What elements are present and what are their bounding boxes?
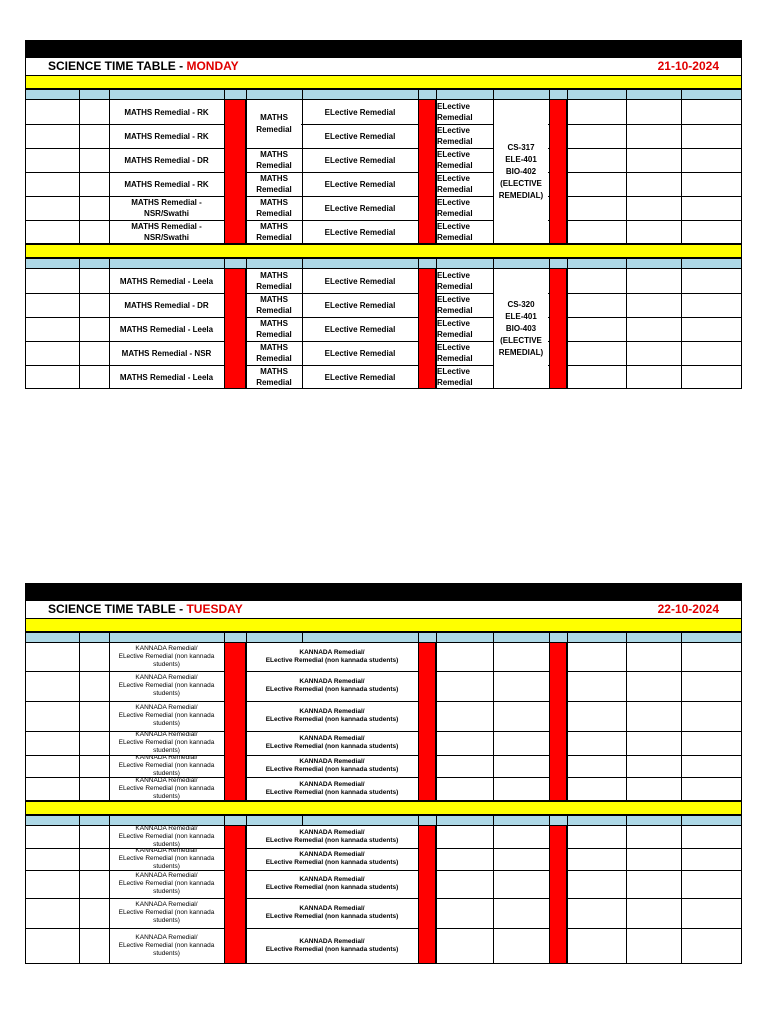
red-column-bar <box>224 643 246 800</box>
kannada-remedial-line: ELective Remedial (non kannada students) <box>265 946 399 953</box>
yellow-separator <box>25 618 742 632</box>
elective-remedial-cell: ELective Remedial <box>437 126 473 146</box>
elective-remedial-cell: ELective Remedial <box>437 367 473 387</box>
kannada-remedial-line: KANNADA Remedial/ <box>299 851 365 858</box>
course-code-line: CS-317 <box>507 142 535 152</box>
elective-remedial-cell: ELective Remedial <box>324 131 396 141</box>
column-divider <box>246 259 247 268</box>
column-divider <box>567 643 568 800</box>
kannada-remedial-line: students) <box>153 917 180 924</box>
column-divider <box>681 90 682 99</box>
course-code-line: ELE-401 <box>505 311 537 321</box>
red-column-bar <box>549 269 567 388</box>
column-divider <box>302 90 303 99</box>
kannada-remedial-line: ELective Remedial (non kannada students) <box>265 686 399 693</box>
column-divider <box>79 269 80 388</box>
column-divider <box>418 816 419 825</box>
elective-remedial-cell: ELective Remedial <box>437 343 473 363</box>
column-divider <box>567 826 568 963</box>
kannada-remedial-wide-cell <box>246 848 418 870</box>
column-divider <box>681 643 682 800</box>
elective-remedial-cell: ELective Remedial <box>437 319 473 339</box>
column-divider <box>224 90 225 99</box>
kannada-remedial-line: ELective Remedial (non kannada students) <box>265 766 399 773</box>
day-name: MONDAY <box>186 59 239 73</box>
column-divider <box>549 633 550 642</box>
kannada-remedial-line: ELective Remedial (non kannada students) <box>265 884 399 891</box>
column-divider <box>436 826 437 963</box>
kannada-remedial-cell <box>109 755 224 777</box>
kannada-remedial-cell <box>109 643 224 671</box>
red-column-bar <box>418 643 436 800</box>
column-divider <box>567 100 568 243</box>
column-divider <box>246 90 247 99</box>
column-divider <box>626 100 627 243</box>
kannada-remedial-wide-cell <box>246 826 418 848</box>
kannada-remedial-cell <box>109 928 224 964</box>
column-divider <box>626 259 627 268</box>
maths-remedial-cell: MATHS Remedial <box>256 343 292 363</box>
red-column-bar <box>224 100 246 243</box>
kannada-remedial-line: KANNADA Remedial/ <box>135 731 198 738</box>
column-divider <box>493 633 494 642</box>
elective-remedial-cell: ELective Remedial <box>437 150 473 170</box>
kannada-remedial-line: KANNADA Remedial/ <box>135 826 198 832</box>
elective-remedial-cell: ELective Remedial <box>324 203 396 213</box>
column-divider <box>567 816 568 825</box>
course-code-line: (ELECTIVE <box>500 178 542 188</box>
kannada-remedial-line: ELective Remedial (non kannada <box>118 653 215 660</box>
column-divider <box>79 826 80 963</box>
kannada-remedial-wide-cell <box>246 643 418 671</box>
kannada-remedial-line: ELective Remedial (non kannada <box>118 785 215 792</box>
column-divider <box>79 643 80 800</box>
column-header-row <box>25 89 742 100</box>
column-divider <box>79 816 80 825</box>
kannada-remedial-cell <box>109 898 224 928</box>
red-column-bar <box>418 100 436 243</box>
column-divider <box>224 633 225 642</box>
course-code-merged-cell <box>494 269 548 388</box>
elective-remedial-cell: ELective Remedial <box>437 222 473 242</box>
column-divider <box>626 826 627 963</box>
kannada-remedial-line: KANNADA Remedial/ <box>299 758 365 765</box>
red-column-bar <box>549 826 567 963</box>
kannada-remedial-line: students) <box>153 720 180 727</box>
kannada-remedial-line: ELective Remedial (non kannada students) <box>265 837 399 844</box>
course-code-line: ELE-401 <box>505 154 537 164</box>
column-divider <box>493 826 494 963</box>
maths-remedial-cell: MATHS Remedial - NSR/Swathi <box>131 198 202 218</box>
kannada-remedial-cell <box>109 701 224 731</box>
kannada-remedial-line: ELective Remedial (non kannada <box>118 712 215 719</box>
column-divider <box>549 259 550 268</box>
kannada-remedial-line: ELective Remedial (non kannada students) <box>265 716 399 723</box>
column-divider <box>681 816 682 825</box>
column-divider <box>302 816 303 825</box>
column-header-row <box>25 815 742 826</box>
kannada-remedial-line: ELective Remedial (non kannada <box>118 739 215 746</box>
kannada-remedial-line: students) <box>153 747 180 754</box>
date-label: 21-10-2024 <box>657 59 719 73</box>
course-code-merged-cell <box>494 100 548 243</box>
maths-remedial-cell: MATHS Remedial - Leela <box>119 372 214 382</box>
kannada-remedial-line: ELective Remedial (non kannada <box>118 909 215 916</box>
kannada-remedial-line: KANNADA Remedial/ <box>135 674 198 681</box>
kannada-remedial-cell <box>109 826 224 848</box>
kannada-remedial-line: students) <box>153 793 180 800</box>
column-divider <box>418 259 419 268</box>
elective-remedial-cell: ELective Remedial <box>324 324 396 334</box>
column-divider <box>493 816 494 825</box>
column-divider <box>224 259 225 268</box>
elective-remedial-cell: ELective Remedial <box>324 107 396 117</box>
day-name: TUESDAY <box>186 602 243 616</box>
column-header-row <box>25 258 742 269</box>
elective-remedial-cell: ELective Remedial <box>437 198 473 218</box>
column-divider <box>418 633 419 642</box>
course-code-line: REMEDIAL) <box>498 347 544 357</box>
kannada-remedial-wide-cell <box>246 870 418 898</box>
kannada-remedial-line: ELective Remedial (non kannada <box>118 855 215 862</box>
page-title: SCIENCE TIME TABLE - TUESDAY <box>48 602 243 616</box>
schedule-block <box>25 100 742 244</box>
kannada-remedial-cell <box>109 870 224 898</box>
kannada-remedial-line: KANNADA Remedial/ <box>299 829 365 836</box>
column-divider <box>681 826 682 963</box>
kannada-remedial-line: KANNADA Remedial/ <box>135 645 198 652</box>
red-column-bar <box>224 826 246 963</box>
maths-remedial-cell: MATHS Remedial <box>256 367 292 387</box>
page-title: SCIENCE TIME TABLE - MONDAY <box>48 59 239 73</box>
kannada-remedial-wide-cell <box>246 671 418 701</box>
maths-remedial-cell: MATHS Remedial - NSR/Swathi <box>131 222 202 242</box>
kannada-remedial-line: students) <box>153 888 180 895</box>
column-divider <box>681 259 682 268</box>
maths-remedial-cell: MATHS Remedial - RK <box>124 107 209 117</box>
maths-remedial-cell: MATHS Remedial - Leela <box>119 324 214 334</box>
kannada-remedial-line: KANNADA Remedial/ <box>299 708 365 715</box>
column-divider <box>549 816 550 825</box>
column-divider <box>436 643 437 800</box>
kannada-remedial-wide-cell <box>246 928 418 964</box>
yellow-separator <box>25 244 742 258</box>
kannada-remedial-line: ELective Remedial (non kannada students) <box>265 789 399 796</box>
column-divider <box>549 90 550 99</box>
maths-remedial-cell: MATHS Remedial - DR <box>124 300 209 310</box>
kannada-remedial-line: KANNADA Remedial/ <box>135 777 198 784</box>
column-divider <box>436 259 437 268</box>
column-divider <box>246 633 247 642</box>
kannada-remedial-line: students) <box>153 950 180 957</box>
column-divider <box>567 90 568 99</box>
maths-remedial-cell: MATHS Remedial <box>256 150 292 170</box>
maths-remedial-cell: MATHS Remedial <box>256 319 292 339</box>
column-divider <box>79 633 80 642</box>
column-divider <box>626 643 627 800</box>
maths-remedial-cell: MATHS Remedial <box>256 174 292 194</box>
column-divider <box>109 633 110 642</box>
course-code-line: (ELECTIVE <box>500 335 542 345</box>
column-divider <box>246 816 247 825</box>
course-code-line: CS-320 <box>507 299 535 309</box>
kannada-remedial-line: KANNADA Remedial/ <box>135 848 198 854</box>
kannada-remedial-line: ELective Remedial (non kannada <box>118 942 215 949</box>
kannada-remedial-line: KANNADA Remedial/ <box>299 678 365 685</box>
tuesday-timetable <box>25 583 742 964</box>
maths-remedial-cell: MATHS Remedial - RK <box>124 131 209 141</box>
kannada-remedial-line: KANNADA Remedial/ <box>135 755 198 761</box>
red-column-bar <box>418 826 436 963</box>
column-divider <box>79 90 80 99</box>
column-divider <box>681 269 682 388</box>
red-column-bar <box>549 643 567 800</box>
column-divider <box>493 643 494 800</box>
kannada-remedial-line: KANNADA Remedial/ <box>299 735 365 742</box>
elective-remedial-cell: ELective Remedial <box>437 295 473 315</box>
column-divider <box>109 90 110 99</box>
elective-remedial-cell: ELective Remedial <box>324 372 396 382</box>
column-divider <box>493 90 494 99</box>
course-code-line: REMEDIAL) <box>498 190 544 200</box>
column-divider <box>567 269 568 388</box>
elective-remedial-cell: ELective Remedial <box>324 227 396 237</box>
kannada-remedial-line: KANNADA Remedial/ <box>135 934 198 941</box>
schedule-block <box>25 269 742 389</box>
red-column-bar <box>224 269 246 388</box>
maths-remedial-cell: MATHS Remedial - NSR <box>121 348 212 358</box>
kannada-remedial-line: ELective Remedial (non kannada students) <box>265 859 399 866</box>
kannada-remedial-wide-cell <box>246 755 418 777</box>
column-divider <box>79 100 80 243</box>
kannada-remedial-line: ELective Remedial (non kannada <box>118 762 215 769</box>
elective-remedial-cell: ELective Remedial <box>324 348 396 358</box>
column-divider <box>436 816 437 825</box>
elective-remedial-cell: ELective Remedial <box>324 300 396 310</box>
kannada-remedial-line: KANNADA Remedial/ <box>135 872 198 879</box>
red-column-bar <box>418 269 436 388</box>
yellow-separator <box>25 75 742 89</box>
column-divider <box>626 90 627 99</box>
maths-remedial-cell: MATHS Remedial - DR <box>124 155 209 165</box>
red-column-bar <box>549 100 567 243</box>
column-divider <box>79 259 80 268</box>
kannada-remedial-wide-cell <box>246 731 418 755</box>
kannada-remedial-line: ELective Remedial (non kannada students) <box>265 657 399 664</box>
column-divider <box>302 633 303 642</box>
elective-remedial-cell: ELective Remedial <box>437 102 473 122</box>
kannada-remedial-line: ELective Remedial (non kannada <box>118 682 215 689</box>
maths-remedial-merged-cell: MATHS Remedial <box>247 100 301 148</box>
column-divider <box>436 90 437 99</box>
maths-remedial-cell: MATHS Remedial <box>256 222 292 242</box>
elective-remedial-cell: ELective Remedial <box>437 174 473 194</box>
elective-remedial-cell: ELective Remedial <box>324 155 396 165</box>
kannada-remedial-line: KANNADA Remedial/ <box>299 781 365 788</box>
course-code-line: BIO-402 <box>505 166 537 176</box>
title-row <box>25 58 742 75</box>
column-divider <box>626 269 627 388</box>
kannada-remedial-wide-cell <box>246 898 418 928</box>
kannada-remedial-line: ELective Remedial (non kannada students) <box>265 913 399 920</box>
kannada-remedial-line: students) <box>153 690 180 697</box>
kannada-remedial-cell <box>109 777 224 801</box>
kannada-remedial-line: ELective Remedial (non kannada <box>118 880 215 887</box>
kannada-remedial-line: KANNADA Remedial/ <box>135 901 198 908</box>
maths-remedial-cell: MATHS Remedial <box>256 271 292 291</box>
column-divider <box>681 100 682 243</box>
course-code-line: BIO-403 <box>505 323 537 333</box>
maths-remedial-cell: MATHS Remedial - RK <box>124 179 209 189</box>
schedule-block <box>25 643 742 801</box>
yellow-separator <box>25 801 742 815</box>
date-label: 22-10-2024 <box>657 602 719 616</box>
column-divider <box>418 90 419 99</box>
column-divider <box>436 633 437 642</box>
elective-remedial-cell: ELective Remedial <box>437 271 473 291</box>
column-divider <box>109 816 110 825</box>
column-divider <box>109 259 110 268</box>
kannada-remedial-line: students) <box>153 770 180 777</box>
kannada-remedial-line: KANNADA Remedial/ <box>299 876 365 883</box>
monday-timetable <box>25 40 742 389</box>
column-divider <box>493 259 494 268</box>
kannada-remedial-line: students) <box>153 661 180 668</box>
column-divider <box>626 633 627 642</box>
kannada-remedial-line: ELective Remedial (non kannada students) <box>265 743 399 750</box>
kannada-remedial-cell <box>109 731 224 755</box>
kannada-remedial-line: students) <box>153 863 180 870</box>
maths-remedial-cell: MATHS Remedial <box>256 198 292 218</box>
column-header-row <box>25 632 742 643</box>
kannada-remedial-line: ELective Remedial (non kannada <box>118 833 215 840</box>
column-divider <box>681 633 682 642</box>
title-row <box>25 601 742 618</box>
elective-remedial-cell: ELective Remedial <box>324 276 396 286</box>
column-divider <box>626 816 627 825</box>
kannada-remedial-cell <box>109 671 224 701</box>
column-divider <box>302 259 303 268</box>
header-black-bar <box>25 40 742 58</box>
schedule-block <box>25 826 742 964</box>
column-divider <box>567 259 568 268</box>
kannada-remedial-line: KANNADA Remedial/ <box>135 704 198 711</box>
column-divider <box>224 816 225 825</box>
kannada-remedial-wide-cell <box>246 701 418 731</box>
kannada-remedial-line: KANNADA Remedial/ <box>299 938 365 945</box>
elective-remedial-cell: ELective Remedial <box>324 179 396 189</box>
header-black-bar <box>25 583 742 601</box>
kannada-remedial-line: students) <box>153 841 180 848</box>
kannada-remedial-wide-cell <box>246 777 418 801</box>
column-divider <box>567 633 568 642</box>
kannada-remedial-line: KANNADA Remedial/ <box>299 649 365 656</box>
maths-remedial-cell: MATHS Remedial <box>256 295 292 315</box>
kannada-remedial-line: KANNADA Remedial/ <box>299 905 365 912</box>
maths-remedial-cell: MATHS Remedial - Leela <box>119 276 214 286</box>
kannada-remedial-cell <box>109 848 224 870</box>
